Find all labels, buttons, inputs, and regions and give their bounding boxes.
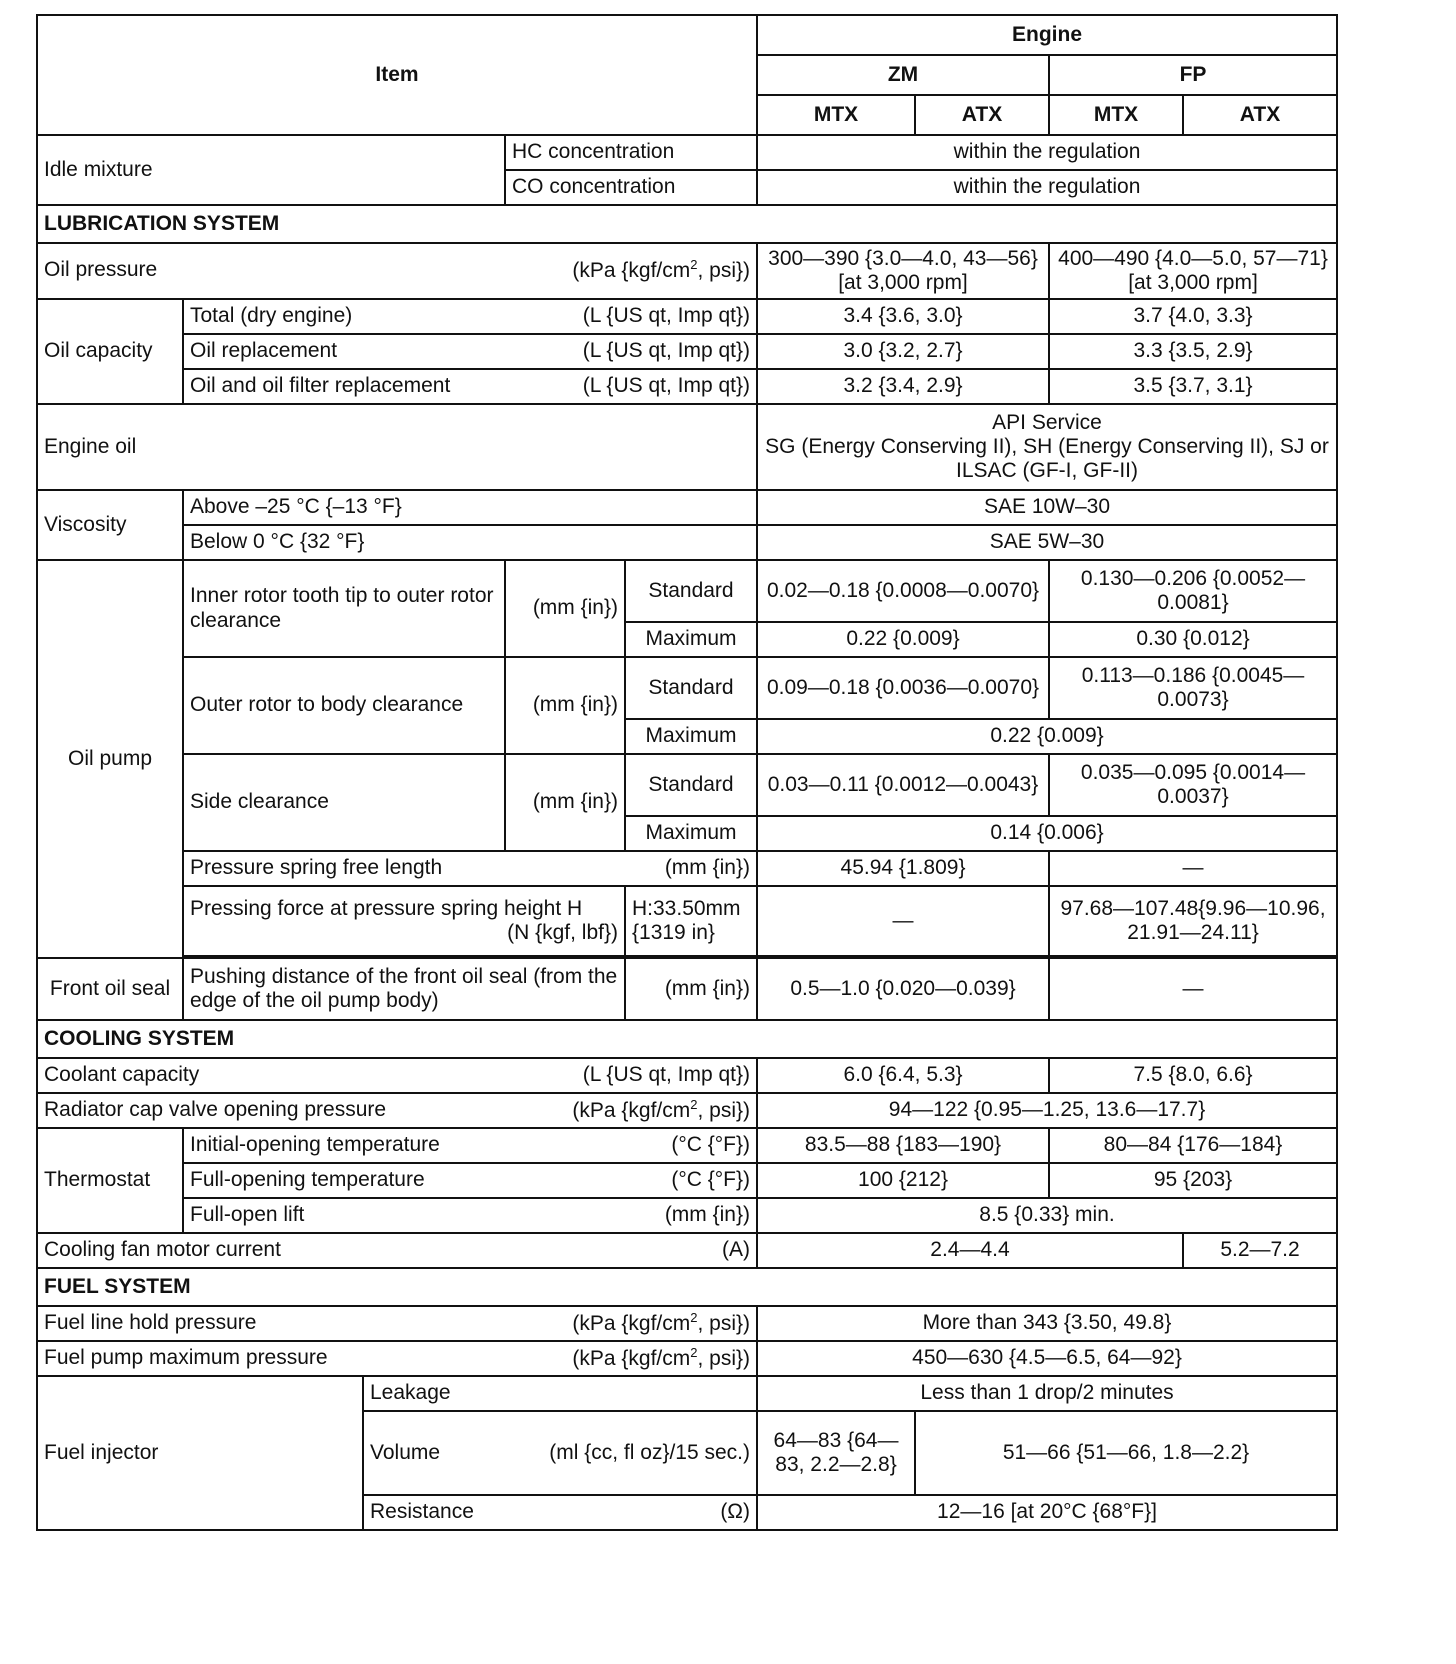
oil-pump-label: Oil pump — [37, 560, 183, 958]
outer-std-fp: 0.113—0.186 {0.0045—0.0073} — [1049, 657, 1337, 719]
item-label: Resistance — [370, 1500, 474, 1524]
item-label: Volume — [370, 1440, 441, 1464]
fuel-pump-max-value: 450—630 {4.5—6.5, 64—92} — [757, 1341, 1337, 1376]
spring-length-item — [183, 851, 757, 886]
thermostat-full-zm: 100 {212} — [757, 1163, 1049, 1198]
oil-capacity-zm: 3.0 {3.2, 2.7} — [757, 334, 1049, 369]
fuel-pump-max-item — [37, 1341, 757, 1376]
thermostat-label: Thermostat — [37, 1128, 183, 1233]
fan-current-fp-atx: 5.2—7.2 — [1183, 1233, 1337, 1268]
pressing-force-fp: 97.68—107.48{9.96—10.96, 21.91—24.11} — [1049, 886, 1337, 956]
unit — [572, 1311, 750, 1336]
volume-item — [363, 1411, 757, 1495]
outer-std-zm: 0.09—0.18 {0.0036—0.0070} — [757, 657, 1049, 719]
viscosity-condition: Below 0 °C {32 °F} — [183, 525, 757, 560]
idle-mixture-label: Idle mixture — [37, 135, 505, 205]
oil-capacity-item — [183, 334, 757, 369]
viscosity-label: Viscosity — [37, 490, 183, 560]
standard-label: Standard — [625, 560, 757, 622]
unit: (L {US qt, Imp qt}) — [582, 1063, 750, 1087]
oil-capacity-row — [37, 299, 1337, 334]
side-max-all: 0.14 {0.006} — [757, 816, 1337, 851]
coolant-row — [37, 1058, 1337, 1093]
unit: (L {US qt, Imp qt}) — [582, 339, 750, 363]
inner-std-fp: 0.130—0.206 {0.0052—0.0081} — [1049, 560, 1337, 622]
item-label: Oil replacement — [190, 339, 338, 363]
front-oil-seal-zm: 0.5—1.0 {0.020—0.039} — [757, 958, 1049, 1020]
spring-length-zm: 45.94 {1.809} — [757, 851, 1049, 886]
item-label: Full-open lift — [190, 1203, 305, 1227]
unit — [572, 1346, 750, 1371]
unit-a: (kPa {kgf/cm — [572, 259, 691, 283]
hc-label: HC concentration — [505, 135, 757, 170]
header-zm: ZM — [757, 55, 1049, 95]
maximum-label: Maximum — [625, 622, 757, 657]
unit: (L {US qt, Imp qt}) — [582, 304, 750, 328]
header-row-engine — [37, 15, 1337, 55]
unit-sup: 2 — [690, 1344, 698, 1360]
side-clearance-label: Side clearance — [183, 754, 505, 851]
fan-current-main: 2.4—4.4 — [757, 1233, 1183, 1268]
unit — [572, 1098, 750, 1123]
fan-current-item — [37, 1233, 757, 1268]
inner-rotor-unit: (mm {in}) — [505, 560, 625, 657]
oil-capacity-fp: 3.3 {3.5, 2.9} — [1049, 334, 1337, 369]
oil-capacity-item — [183, 299, 757, 334]
pressing-force-zm: — — [757, 886, 1049, 956]
fan-current-row — [37, 1233, 1337, 1268]
engine-spec-table — [36, 14, 1338, 1531]
oil-capacity-zm: 3.4 {3.6, 3.0} — [757, 299, 1049, 334]
item-label: Fuel line hold pressure — [44, 1310, 257, 1334]
front-oil-seal-unit: (mm {in}) — [625, 958, 757, 1020]
front-oil-seal-item: Pushing distance of the front oil seal (from the edge of the oil pump body) — [183, 958, 625, 1020]
coolant-item — [37, 1058, 757, 1093]
unit: (°C {°F}) — [671, 1168, 750, 1192]
thermostat-full-fp: 95 {203} — [1049, 1163, 1337, 1198]
unit-sup: 2 — [690, 1096, 698, 1112]
section-fuel — [37, 1268, 1337, 1306]
oil-pressure-fp: 400—490 {4.0—5.0, 57—71} [at 3,000 rpm] — [1049, 243, 1337, 299]
injector-leakage-row — [37, 1376, 1337, 1411]
engine-oil-label: Engine oil — [37, 404, 757, 490]
unit-sup: 2 — [690, 257, 698, 273]
unit: (°C {°F}) — [671, 1133, 750, 1157]
maximum-label: Maximum — [625, 816, 757, 851]
standard-label: Standard — [625, 754, 757, 816]
pressing-force-height: H:33.50mm {1319 in} — [625, 886, 757, 956]
fuel-injector-label: Fuel injector — [37, 1376, 363, 1530]
item-label: Initial-opening temperature — [190, 1133, 440, 1157]
viscosity-row — [37, 525, 1337, 560]
item-label: Full-opening temperature — [190, 1168, 425, 1192]
unit-b: , psi}) — [697, 1311, 750, 1335]
pressing-force-row — [37, 886, 1337, 956]
section-title: COOLING SYSTEM — [37, 1020, 1337, 1058]
front-oil-seal-label: Front oil seal — [37, 958, 183, 1020]
unit-b: , psi}) — [697, 1346, 750, 1370]
item-label: Total (dry engine) — [190, 304, 353, 328]
section-title: LUBRICATION SYSTEM — [37, 205, 1337, 243]
oil-capacity-row — [37, 334, 1337, 369]
section-lubrication — [37, 205, 1337, 243]
item-label: Coolant capacity — [44, 1063, 200, 1087]
oil-pump-outer-std-row — [37, 657, 1337, 719]
pressing-force-item — [183, 886, 625, 956]
fuel-hold-value: More than 343 {3.50, 49.8} — [757, 1306, 1337, 1341]
header-fp-atx: ATX — [1183, 95, 1337, 135]
oil-capacity-fp: 3.7 {4.0, 3.3} — [1049, 299, 1337, 334]
coolant-fp: 7.5 {8.0, 6.6} — [1049, 1058, 1337, 1093]
header-zm-mtx: MTX — [757, 95, 915, 135]
outer-rotor-label: Outer rotor to body clearance — [183, 657, 505, 754]
header-engine: Engine — [757, 15, 1337, 55]
unit-b: , psi}) — [697, 259, 750, 283]
thermostat-full-item — [183, 1163, 757, 1198]
radiator-cap-value: 94—122 {0.95—1.25, 13.6—17.7} — [757, 1093, 1337, 1128]
oil-capacity-zm: 3.2 {3.4, 2.9} — [757, 369, 1049, 404]
item-label: Pressure spring free length — [190, 856, 443, 880]
oil-pressure-text: Oil pressure — [44, 258, 158, 282]
header-fp-mtx: MTX — [1049, 95, 1183, 135]
unit: (mm {in}) — [664, 1203, 750, 1227]
outer-rotor-unit: (mm {in}) — [505, 657, 625, 754]
item-label: Oil and oil filter replacement — [190, 374, 451, 398]
oil-capacity-item — [183, 369, 757, 404]
leakage-label: Leakage — [363, 1376, 757, 1411]
standard-label: Standard — [625, 657, 757, 719]
viscosity-row — [37, 490, 1337, 525]
front-oil-seal-fp: — — [1049, 958, 1337, 1020]
thermostat-initial-row — [37, 1128, 1337, 1163]
engine-oil-row — [37, 404, 1337, 490]
spring-length-fp: — — [1049, 851, 1337, 886]
unit — [572, 258, 750, 283]
thermostat-full-row — [37, 1163, 1337, 1198]
unit: (ml {cc, fl oz}/15 sec.) — [549, 1440, 750, 1464]
resistance-item — [363, 1495, 757, 1530]
resistance-value: 12—16 [at 20°C {68°F}] — [757, 1495, 1337, 1530]
side-std-zm: 0.03—0.11 {0.0012—0.0043} — [757, 754, 1049, 816]
engine-oil-line1: API Service — [992, 410, 1102, 434]
header-zm-atx: ATX — [915, 95, 1049, 135]
oil-capacity-label: Oil capacity — [37, 299, 183, 404]
front-oil-seal-row — [37, 958, 1337, 1020]
thermostat-initial-fp: 80—84 {176—184} — [1049, 1128, 1337, 1163]
unit-b: , psi}) — [697, 1098, 750, 1122]
fuel-hold-item — [37, 1306, 757, 1341]
thermostat-lift-value: 8.5 {0.33} min. — [757, 1198, 1337, 1233]
viscosity-condition: Above –25 °C {–13 °F} — [183, 490, 757, 525]
unit-a: (kPa {kgf/cm — [572, 1311, 691, 1335]
section-title: FUEL SYSTEM — [37, 1268, 1337, 1306]
item-label: Cooling fan motor current — [44, 1238, 281, 1262]
volume-zm-mtx: 64—83 {64—83, 2.2—2.8} — [757, 1411, 915, 1495]
unit: (N {kgf, lbf}) — [507, 921, 618, 944]
unit-sup: 2 — [690, 1309, 698, 1325]
header-item: Item — [37, 15, 757, 135]
engine-oil-value — [757, 404, 1337, 490]
item-label: Radiator cap valve opening pressure — [44, 1097, 387, 1121]
oil-pressure-row — [37, 243, 1337, 299]
outer-max-all: 0.22 {0.009} — [757, 719, 1337, 754]
oil-capacity-row — [37, 369, 1337, 404]
thermostat-lift-item — [183, 1198, 757, 1233]
spring-length-row — [37, 851, 1337, 886]
unit: (Ω) — [720, 1500, 750, 1524]
engine-oil-line2: SG (Energy Conserving II), SH (Energy Conserving II), SJ or ILSAC (GF-I, GF-II) — [765, 434, 1329, 483]
oil-pump-side-std-row — [37, 754, 1337, 816]
radiator-cap-row — [37, 1093, 1337, 1128]
thermostat-initial-item — [183, 1128, 757, 1163]
item-label: Fuel pump maximum pressure — [44, 1345, 328, 1369]
viscosity-value: SAE 10W–30 — [757, 490, 1337, 525]
unit-a: (kPa {kgf/cm — [572, 1346, 691, 1370]
radiator-cap-item — [37, 1093, 757, 1128]
header-fp: FP — [1049, 55, 1337, 95]
side-clearance-unit: (mm {in}) — [505, 754, 625, 851]
unit: (mm {in}) — [664, 856, 750, 880]
maximum-label: Maximum — [625, 719, 757, 754]
unit: (L {US qt, Imp qt}) — [582, 374, 750, 398]
thermostat-initial-zm: 83.5—88 {183—190} — [757, 1128, 1049, 1163]
item-label: Pressing force at pressure spring height H — [190, 896, 583, 920]
unit-a: (kPa {kgf/cm — [572, 1098, 691, 1122]
coolant-zm: 6.0 {6.4, 5.3} — [757, 1058, 1049, 1093]
fuel-hold-row — [37, 1306, 1337, 1341]
viscosity-value: SAE 5W–30 — [757, 525, 1337, 560]
inner-rotor-label: Inner rotor tooth tip to outer rotor clearance — [183, 560, 505, 657]
side-std-fp: 0.035—0.095 {0.0014—0.0037} — [1049, 754, 1337, 816]
fuel-pump-max-row — [37, 1341, 1337, 1376]
oil-pump-inner-std-row — [37, 560, 1337, 622]
unit: (A) — [722, 1238, 750, 1262]
inner-std-zm: 0.02—0.18 {0.0008—0.0070} — [757, 560, 1049, 622]
oil-capacity-fp: 3.5 {3.7, 3.1} — [1049, 369, 1337, 404]
co-label: CO concentration — [505, 170, 757, 205]
idle-hc-row — [37, 135, 1337, 170]
spec-page — [36, 14, 1336, 1531]
co-value: within the regulation — [757, 170, 1337, 205]
leakage-value: Less than 1 drop/2 minutes — [757, 1376, 1337, 1411]
hc-value: within the regulation — [757, 135, 1337, 170]
inner-max-zm: 0.22 {0.009} — [757, 622, 1049, 657]
volume-rest: 51—66 {51—66, 1.8—2.2} — [915, 1411, 1337, 1495]
thermostat-lift-row — [37, 1198, 1337, 1233]
oil-pressure-label — [37, 243, 757, 299]
oil-pressure-zm: 300—390 {3.0—4.0, 43—56} [at 3,000 rpm] — [757, 243, 1049, 299]
inner-max-fp: 0.30 {0.012} — [1049, 622, 1337, 657]
section-cooling — [37, 1020, 1337, 1058]
